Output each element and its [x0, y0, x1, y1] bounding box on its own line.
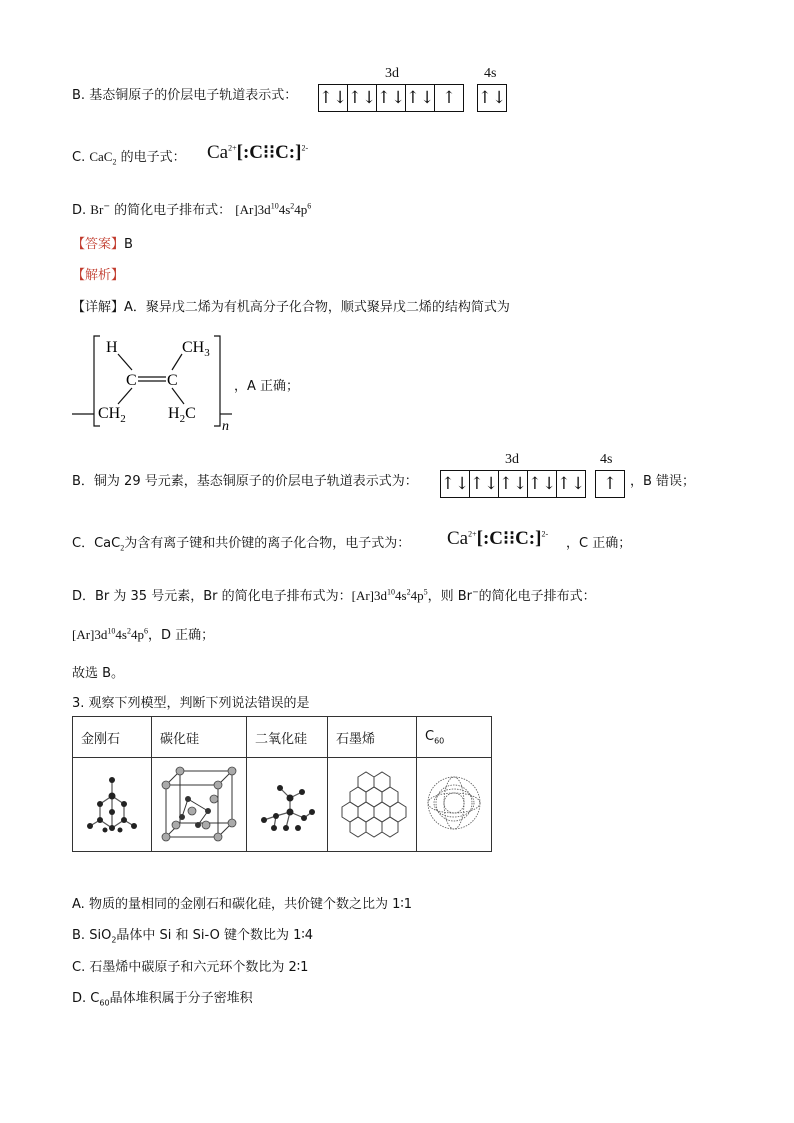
analysis-heading: 【解析】 — [72, 268, 125, 283]
atom-c2: C — [167, 372, 178, 389]
conclusion: 故选 B。 — [72, 666, 125, 681]
cac2-electron-formula-2: $Ca^{2+}[:C⁝⁝C:]^{2-}$ — [447, 528, 549, 549]
repeat-n: n — [222, 419, 229, 434]
shell-3d-label: 3d — [385, 66, 399, 81]
atom-ch3: $CH_3$ — [182, 339, 210, 359]
atom-h2c: $H_2C$ — [168, 405, 196, 425]
sic-model — [152, 758, 247, 852]
orbital-box: ↑↓ — [376, 84, 406, 112]
shell-4s-label: 4s — [484, 66, 497, 81]
detail-c-tail: ，C 正确； — [566, 536, 632, 551]
bond-h2c — [172, 388, 184, 404]
graphene-model — [328, 758, 417, 852]
crystal-model-table — [72, 716, 492, 852]
diamond-structure-icon — [82, 768, 142, 838]
q3-option-a: A. 物质的量相同的金刚石和碳化硅，共价键个数之比为 1∶1 — [72, 897, 412, 912]
detail-c: C．CaC$_2$为含有离子键和共价键的离子化合物，电子式为： — [72, 536, 411, 553]
orbital-box: ↑↓ — [318, 84, 348, 112]
orbital-box: ↑↓ — [556, 470, 586, 498]
sio2-model — [247, 758, 328, 852]
detail-b-tail: ，B 错误； — [630, 474, 696, 489]
orbital-3d-boxes-2 — [441, 470, 586, 498]
answer: 【答案】B — [72, 237, 133, 252]
col-sic: 碳化硅 — [152, 717, 247, 758]
cac2-electron-formula: $Ca^{2+}[:C⁝⁝C:]^{2-}$ — [207, 142, 309, 163]
option-b: B. 基态铜原子的价层电子轨道表示式： — [72, 88, 298, 103]
atom-c1: C — [126, 372, 137, 389]
graphene-structure-icon — [333, 765, 411, 841]
option-c: C. CaC$_2$ 的电子式： — [72, 149, 186, 167]
sic-structure-icon — [158, 763, 240, 843]
q3-title: 3. 观察下列模型，判断下列说法错误的是 — [72, 696, 310, 711]
detail-d-line2: $[Ar]3d^{10}4s^24p^6$，D 正确； — [72, 626, 215, 643]
orbital-box: ↑↓ — [498, 470, 528, 498]
orbital-4s-boxes — [478, 84, 507, 112]
orbital-box: ↑↓ — [347, 84, 377, 112]
detail-a: 【详解】A．聚异戊二烯为有机高分子化合物，顺式聚异戊二烯的结构简式为 — [72, 300, 510, 315]
structure-conclusion: ，A 正确； — [234, 379, 300, 394]
orbital-3d-boxes — [319, 84, 464, 112]
c60-model — [417, 758, 492, 852]
orbital-4s-boxes-2 — [596, 470, 625, 498]
orbital-box: ↑↓ — [527, 470, 557, 498]
bond-ch2 — [118, 388, 132, 404]
q3-option-b: B. SiO$_2$晶体中 Si 和 Si-O 键个数比为 1∶4 — [72, 928, 314, 945]
q3-option-c: C. 石墨烯中碳原子和六元环个数比为 2∶1 — [72, 960, 309, 975]
diamond-model — [73, 758, 152, 852]
bond-ch3 — [172, 354, 182, 370]
shell-4s-label-2: 4s — [600, 452, 613, 467]
detail-b: B．铜为 29 号元素，基态铜原子的价层电子轨道表示式为： — [72, 474, 418, 489]
orbital-box: ↑↓ — [469, 470, 499, 498]
sio2-structure-icon — [256, 768, 318, 838]
shell-3d-label-2: 3d — [505, 452, 519, 467]
orbital-box: ↑ — [595, 470, 625, 498]
atom-h: H — [106, 339, 118, 356]
right-bracket — [214, 336, 220, 426]
bond-h — [118, 354, 132, 370]
col-c60: $C_{60}$ — [417, 717, 492, 758]
atom-ch2: $CH_2$ — [98, 405, 126, 425]
orbital-box: ↑↓ — [440, 470, 470, 498]
q3-option-d: D. $C_{60}$晶体堆积属于分子密堆积 — [72, 991, 253, 1008]
orbital-box: ↑ — [434, 84, 464, 112]
c60-structure-icon — [423, 768, 485, 838]
detail-d-line1: D．Br 为 35 号元素，Br 的简化电子排布式为：$[Ar]3d^{10}4s^24p^5$，则 Br−的简化电子排布式： — [72, 587, 596, 604]
orbital-box: ↑↓ — [477, 84, 507, 112]
option-d: D. Br− 的简化电子排布式： $[Ar]3d^{10}4s^24p^6$ — [72, 201, 312, 218]
polyisoprene-structure — [72, 330, 242, 434]
orbital-box: ↑↓ — [405, 84, 435, 112]
col-diamond: 金刚石 — [73, 717, 152, 758]
col-graphene: 石墨烯 — [328, 717, 417, 758]
col-sio2: 二氧化硅 — [247, 717, 328, 758]
